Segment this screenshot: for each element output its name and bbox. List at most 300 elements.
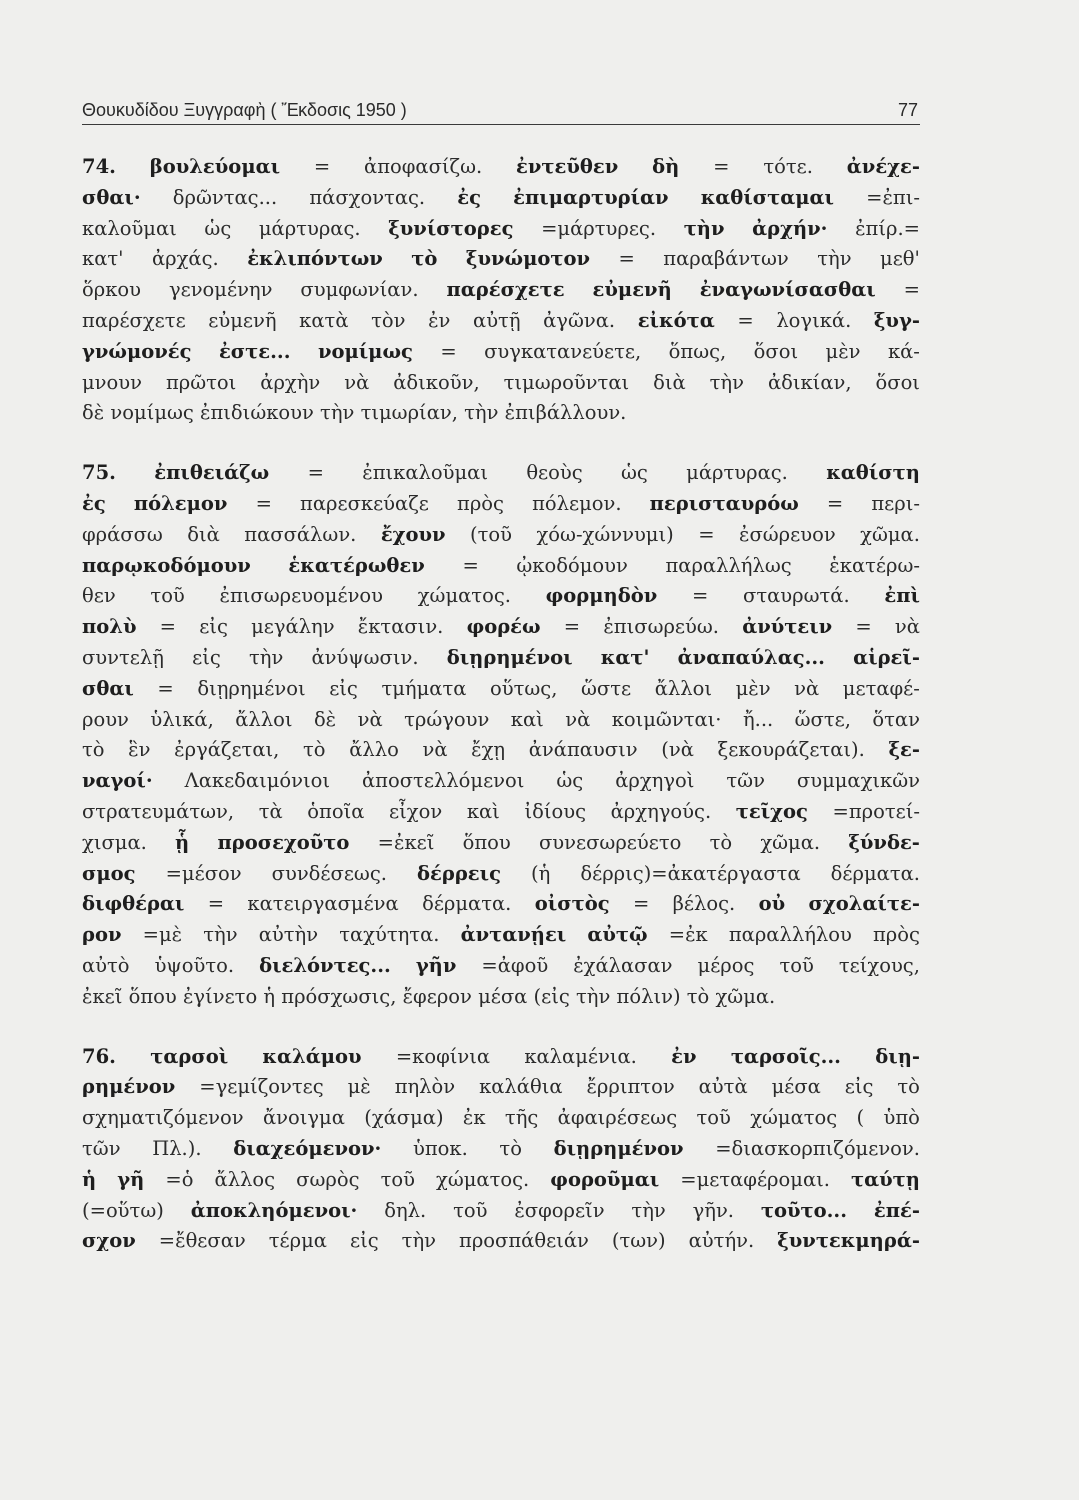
word: εὐμενῆ: [592, 278, 672, 302]
text-line: [82, 674, 920, 705]
word: τὸν: [371, 308, 406, 332]
word: ἑκατέρωθεν: [288, 553, 425, 577]
lemma-term: ἀνύτειν: [742, 615, 833, 639]
word: παρέσχετε: [446, 278, 565, 302]
word: (νὰ: [661, 738, 694, 762]
word: καλάθια: [479, 1075, 563, 1099]
word: ἀγῶνα.: [543, 308, 616, 332]
text-line: [82, 306, 920, 337]
word: πασσάλων.: [244, 522, 357, 546]
word: οὐ: [758, 892, 786, 916]
word: παρῳκοδόμουν: [82, 553, 251, 577]
word: αἱρεῖ-: [853, 645, 920, 669]
word: αὐτὸ: [82, 953, 130, 977]
word: ἀδικοῦν,: [393, 370, 480, 394]
lemma-term: εἰκότα: [637, 308, 715, 332]
word: τοῦ: [453, 1198, 488, 1222]
word: τῶν: [82, 1136, 121, 1160]
text-line: [82, 705, 920, 736]
word: ὑλικά,: [150, 707, 214, 731]
word: =: [307, 461, 324, 485]
word: μεταφέ-: [842, 676, 920, 700]
word: καὶ: [466, 799, 500, 823]
lemma-term: σθαι: [82, 676, 134, 700]
text-line: [82, 1165, 920, 1196]
word: συγκατανεύετε,: [484, 339, 642, 363]
word: ἀρχήν·: [752, 216, 828, 240]
word: ἐπιθειάζω: [154, 461, 270, 485]
word: τῶν: [726, 769, 765, 793]
word: νὰ: [565, 707, 591, 731]
word: χόω-χώννυμι): [536, 522, 674, 546]
gloss-text: ἐπίρ.=: [855, 216, 920, 240]
word: χῶμα.: [860, 522, 920, 546]
text-line: [82, 889, 920, 920]
word: καὶ: [510, 707, 544, 731]
word: πόλεμον: [133, 491, 228, 515]
word: αὐτῷ: [587, 923, 648, 947]
word: διῃ-: [875, 1044, 920, 1068]
lemma-term: σθαι·: [82, 185, 141, 209]
word: =: [255, 491, 272, 515]
word: παραβάντων: [663, 247, 789, 271]
word: =ἀφοῦ: [481, 953, 549, 977]
lemma-term: σχον: [82, 1229, 136, 1253]
word: παρεσκεύαζε: [300, 491, 429, 515]
running-header: [82, 90, 920, 125]
word: ταρσοὶ: [150, 1044, 229, 1068]
word: =: [632, 892, 650, 916]
word: συμμαχικῶν: [796, 769, 920, 793]
word: (ἡ: [531, 861, 551, 885]
text-line: [82, 398, 920, 429]
word: ἐπέ-: [873, 1198, 920, 1222]
word: διὰ: [653, 370, 686, 394]
lemma-term: ρημένον: [82, 1075, 176, 1099]
word: ἀρχὴν: [260, 370, 321, 394]
word: ὅπου: [462, 830, 511, 854]
word: τμήματα: [381, 676, 467, 700]
word: μάρτυρας.: [686, 461, 788, 485]
word: καλάμου: [262, 1044, 362, 1068]
word: μνουν: [82, 370, 142, 394]
word: ἐπισωρεύω.: [603, 615, 719, 639]
word: αὐτῇ: [473, 308, 521, 332]
word: ἐναγωνίσασθαι: [699, 278, 876, 302]
lemma-term: διῃρημένον: [553, 1136, 684, 1160]
word: εἰς: [192, 645, 221, 669]
word: ἐπιμαρτυρίαν: [513, 185, 669, 209]
lemma-term: ξυνίστορες: [388, 216, 514, 240]
word: Λακεδαιμόνιοι: [184, 769, 331, 793]
word: κατ': [600, 645, 650, 669]
word: αὐτήν.: [688, 1229, 755, 1253]
word: =ὁ: [165, 1167, 194, 1191]
word: τὴν: [401, 1229, 436, 1253]
word: λογικά.: [776, 308, 852, 332]
word: τείχους,: [838, 953, 920, 977]
word: ἔκτασιν.: [357, 615, 444, 639]
word: γῆν.: [692, 1198, 734, 1222]
word: διῃρημένοι: [446, 645, 573, 669]
word: ἐσφορεῖν: [514, 1198, 605, 1222]
word: τὸ: [709, 830, 733, 854]
word: ὅρκου: [82, 278, 141, 302]
word: τοῦ: [380, 1167, 415, 1191]
word: μάρτυρας.: [258, 216, 361, 240]
word: τὴν: [709, 370, 744, 394]
word: ᾠκοδόμουν: [516, 553, 628, 577]
word: ἐπικαλοῦμαι: [362, 461, 488, 485]
word: μεγάλην: [251, 615, 335, 639]
gloss-text: δὲ νομίμως ἐπιδιώκουν τὴν τιμωρίαν, τὴν ἐπιβάλλουν.: [82, 401, 627, 425]
word: ὥστε: [581, 676, 632, 700]
text-line: [82, 152, 920, 183]
text-line: [82, 581, 920, 612]
text-line: [82, 797, 920, 828]
text-line: [82, 643, 920, 674]
gloss-text: ἐκεῖ ὅπου ἐγίνετο ἡ πρόσχωσις, ἔφερον μέσα (εἰς τὴν πόλιν) τὸ χῶμα.: [82, 984, 776, 1008]
word: μὲν: [825, 339, 861, 363]
word: παραλλήλως: [665, 553, 792, 577]
word: ὡς: [204, 216, 232, 240]
word: =: [440, 339, 457, 363]
word: πόλεμον.: [532, 491, 622, 515]
word: καλοῦμαι: [82, 216, 177, 240]
text-line: [82, 551, 920, 582]
gloss-text: =μάρτυρες.: [541, 216, 657, 240]
lemma-term: ξε-: [888, 738, 920, 762]
word: μέσα: [771, 1075, 821, 1099]
word: πρὸς: [457, 491, 504, 515]
text-line: [82, 1134, 920, 1165]
word: παραλλήλου: [728, 923, 852, 947]
word: =: [826, 491, 844, 515]
word: =: [737, 308, 754, 332]
word: 75.: [82, 461, 116, 485]
word: δέρρις)=ἀκατέργαστα: [580, 861, 801, 885]
page-number: 77: [897, 100, 918, 120]
word: δέρματα.: [830, 861, 920, 885]
word: εἰς: [844, 1075, 874, 1099]
word: =: [157, 676, 174, 700]
word: σχηματιζόμενον: [82, 1106, 244, 1130]
word: τότε.: [763, 155, 813, 178]
word: ἔρριπτον: [586, 1075, 675, 1099]
word: ὡς: [621, 461, 648, 485]
word: συντελῇ: [82, 645, 164, 669]
lemma-term: ρον: [82, 923, 122, 947]
word: τοῦτο...: [760, 1198, 848, 1222]
word: ἐν: [671, 1044, 697, 1068]
gloss-text: =μεταφέρομαι.: [680, 1167, 830, 1191]
word: =: [713, 155, 730, 178]
word: ἐκλιπόντων: [247, 247, 383, 271]
lemma-term: ναγοί·: [82, 769, 153, 793]
gloss-text: =διασκορπιζόμενον.: [715, 1136, 920, 1160]
word: αὐτὴν: [258, 923, 319, 947]
word: ὅσοι: [753, 339, 799, 363]
word: ἐς: [457, 185, 481, 209]
word: (των): [611, 1229, 666, 1253]
word: δὴ: [652, 155, 680, 178]
word: τὰ: [258, 799, 283, 823]
text-line: [82, 1196, 920, 1227]
word: τὸ: [82, 738, 105, 762]
word: πάσχοντας.: [309, 185, 426, 209]
word: =: [207, 892, 225, 916]
word: μεθ': [880, 247, 920, 271]
word: σχολαίτε-: [808, 892, 920, 916]
word: =ἔθεσαν: [158, 1229, 246, 1253]
text-line: [82, 612, 920, 643]
word: κατ': [82, 247, 124, 271]
gloss-text: =ἐπι-: [866, 185, 920, 209]
word: χώματος.: [417, 584, 511, 608]
word: ξεκουράζεται).: [717, 738, 865, 762]
lemma-term: ξυντεκμηρά-: [777, 1229, 920, 1253]
word: τιμωροῦνται: [503, 370, 630, 394]
lemma-term: σμος: [82, 861, 136, 885]
word: ἀναπαύλας...: [677, 645, 825, 669]
word: θεν: [82, 584, 116, 608]
word: χώματος.: [436, 1167, 530, 1191]
word: τῆς: [504, 1106, 539, 1130]
gloss-text: (=οὕτω): [82, 1198, 164, 1222]
word: ἀρχηγοὶ: [615, 769, 695, 793]
text-line: [82, 828, 920, 859]
commentary-text: [82, 152, 920, 1257]
word: τοῦ: [696, 1106, 731, 1130]
word: εἶχον: [389, 799, 443, 823]
word: δηλ.: [384, 1198, 427, 1222]
word: τὸ: [897, 1075, 920, 1099]
word: συνεσωρεύετο: [538, 830, 682, 854]
word: ὑψοῦτο.: [154, 953, 235, 977]
word: πηλὸν: [394, 1075, 456, 1099]
lemma-term: περισταυρόω: [649, 491, 799, 515]
word: τὸ: [499, 1136, 522, 1160]
word: 76.: [82, 1044, 116, 1068]
word: =: [618, 247, 635, 271]
lemma-term: δέρρεις: [417, 861, 501, 885]
word: ὅσοι: [875, 370, 920, 394]
word: δρῶντας...: [172, 185, 278, 209]
word: =: [313, 155, 331, 178]
word: ἐς: [82, 491, 106, 515]
word: (: [856, 1106, 865, 1130]
word: εἰς: [199, 615, 228, 639]
word: χῶμα.: [760, 830, 821, 854]
word: =ἐκ: [668, 923, 708, 947]
word: ἀφαιρέσεως: [557, 1106, 678, 1130]
lemma-term: φορμηδὸν: [545, 584, 658, 608]
lemma-term: ἀνέχε-: [846, 155, 920, 178]
word: μὲν: [735, 676, 771, 700]
text-line: [82, 489, 920, 520]
word: νομίμως: [317, 339, 413, 363]
text-line: [82, 458, 920, 489]
word: κά-: [887, 339, 920, 363]
lemma-term: ἀποκληόμενοι·: [190, 1198, 358, 1222]
word: ἐν: [428, 308, 451, 332]
word: =μέσον: [165, 861, 242, 885]
word: κατειργασμένα: [247, 892, 399, 916]
lemma-term: καθίστη: [826, 461, 920, 485]
word: ἀνάπαυσιν: [528, 738, 638, 762]
text-line: [82, 951, 920, 982]
word: δὲ: [313, 707, 337, 731]
word: ἐργάζεται,: [174, 738, 280, 762]
word: Πλ.).: [152, 1136, 202, 1160]
word: ἄλλοι: [235, 707, 293, 731]
word: ἀποστελλόμενοι: [362, 769, 525, 793]
word: ἀνύψωσιν.: [311, 645, 419, 669]
word: =ἐκεῖ: [377, 830, 435, 854]
word: τὴν: [203, 923, 238, 947]
word: =: [855, 615, 872, 639]
text-line: [82, 183, 920, 214]
word: ταχύτητα.: [339, 923, 440, 947]
word: ᾗ: [175, 830, 190, 854]
word: ξυνώμοτον: [465, 247, 591, 271]
word: γνώμονές: [82, 339, 192, 363]
word: τὴν: [631, 1198, 666, 1222]
word: γῆν: [415, 953, 457, 977]
word: τὴν: [817, 247, 852, 271]
word: κοιμῶνται·: [611, 707, 722, 731]
word: ἰδίους: [524, 799, 587, 823]
text-line: [82, 1072, 920, 1103]
word: ὥστε,: [794, 707, 851, 731]
word: 74.: [82, 155, 116, 178]
lemma-term: ἔχουν: [380, 522, 446, 546]
word: ἐσώρευον: [739, 522, 836, 546]
word: φράσσω: [82, 522, 163, 546]
word: ἤ...: [742, 707, 774, 731]
word: ἑκατέρω-: [829, 553, 920, 577]
word: ἀρχηγούς.: [610, 799, 712, 823]
word: =: [462, 553, 479, 577]
word: νὰ: [357, 707, 383, 731]
word: ὡς: [556, 769, 584, 793]
lemma-term: ξύνδε-: [848, 830, 920, 854]
word: προσεχοῦτο: [217, 830, 350, 854]
word: προσπάθειάν: [459, 1229, 589, 1253]
word: καλαμένια.: [524, 1044, 637, 1068]
word: διῃρημένοι: [197, 676, 306, 700]
word: τὸ: [303, 738, 326, 762]
lemma-term: ταύτῃ: [851, 1167, 920, 1191]
lemma-term: οἰστὸς: [534, 892, 610, 916]
word: σταυρωτά.: [743, 584, 850, 608]
lemma-term: τεῖχος: [735, 799, 808, 823]
word: τὴν: [683, 216, 725, 240]
text-line: [82, 859, 920, 890]
word: σωρὸς: [296, 1167, 360, 1191]
gloss-text: =: [903, 278, 920, 302]
word: βέλος.: [672, 892, 736, 916]
text-line: [82, 1226, 920, 1257]
lemma-term: πολὺ: [82, 615, 137, 639]
gloss-text: =προτεί-: [832, 799, 920, 823]
word: ἀδικίαν,: [767, 370, 852, 394]
word: ἔχῃ: [471, 738, 506, 762]
word: εἰς: [349, 1229, 379, 1253]
word: παρέσχετε: [82, 308, 186, 332]
word: γενομένην: [168, 278, 273, 302]
word: νὰ: [422, 738, 448, 762]
word: τὸ: [411, 247, 438, 271]
word: ἐστε...: [218, 339, 291, 363]
text-line: [82, 920, 920, 951]
word: ἓν: [128, 738, 151, 762]
word: θεοὺς: [526, 461, 583, 485]
word: (χάσμα): [364, 1106, 444, 1130]
word: ἐχάλασαν: [573, 953, 673, 977]
word: ἄλλο: [349, 738, 399, 762]
word: ὅταν: [872, 707, 920, 731]
word: περι-: [871, 491, 920, 515]
word: τέρμα: [268, 1229, 327, 1253]
word: ταρσοῖς...: [730, 1044, 841, 1068]
word: μέρος: [697, 953, 755, 977]
word: =κοφίνια: [395, 1044, 491, 1068]
lemma-term: διαχεόμενον·: [233, 1136, 382, 1160]
word: διελόντες...: [259, 953, 391, 977]
word: ἄλλοι: [654, 676, 712, 700]
text-line: [82, 244, 920, 275]
word: εὐμενῆ: [208, 308, 277, 332]
word: ὑπὸ: [883, 1106, 920, 1130]
word: πρὸς: [872, 923, 920, 947]
word: ἄλλος: [214, 1167, 276, 1191]
text-line: [82, 337, 920, 368]
word: =: [691, 584, 709, 608]
text-line: [82, 1042, 920, 1073]
word: τρώγουν: [404, 707, 490, 731]
lemma-term: φοροῦμαι: [550, 1167, 660, 1191]
word: νὰ: [794, 676, 820, 700]
word: =γεμίζοντες: [199, 1075, 324, 1099]
word: κατὰ: [299, 308, 349, 332]
text-line: [82, 275, 920, 306]
word: πρῶτοι: [165, 370, 237, 394]
text-line: [82, 982, 920, 1013]
word: ἀντανῄει: [460, 923, 567, 947]
lemma-term: φορέω: [466, 615, 541, 639]
text-line: [82, 1103, 920, 1134]
word: τοῦ: [150, 584, 185, 608]
text-line: [82, 368, 920, 399]
word: ρουν: [82, 707, 129, 731]
word: ὑποκ.: [412, 1136, 468, 1160]
word: συμφωνίαν.: [300, 278, 419, 302]
text-line: [82, 520, 920, 551]
text-line: [82, 735, 920, 766]
word: νὰ: [894, 615, 920, 639]
lemma-term: ξυγ-: [873, 308, 920, 332]
gloss-text: χισμα.: [82, 830, 147, 854]
word: ἐπισωρευομένου: [219, 584, 384, 608]
word: =: [563, 615, 581, 639]
word: ἄνοιγμα: [262, 1106, 345, 1130]
word: συνδέσεως.: [271, 861, 387, 885]
word: μὲ: [347, 1075, 371, 1099]
word: αὐτὰ: [698, 1075, 748, 1099]
word: =μὲ: [142, 923, 183, 947]
word: =: [698, 522, 715, 546]
